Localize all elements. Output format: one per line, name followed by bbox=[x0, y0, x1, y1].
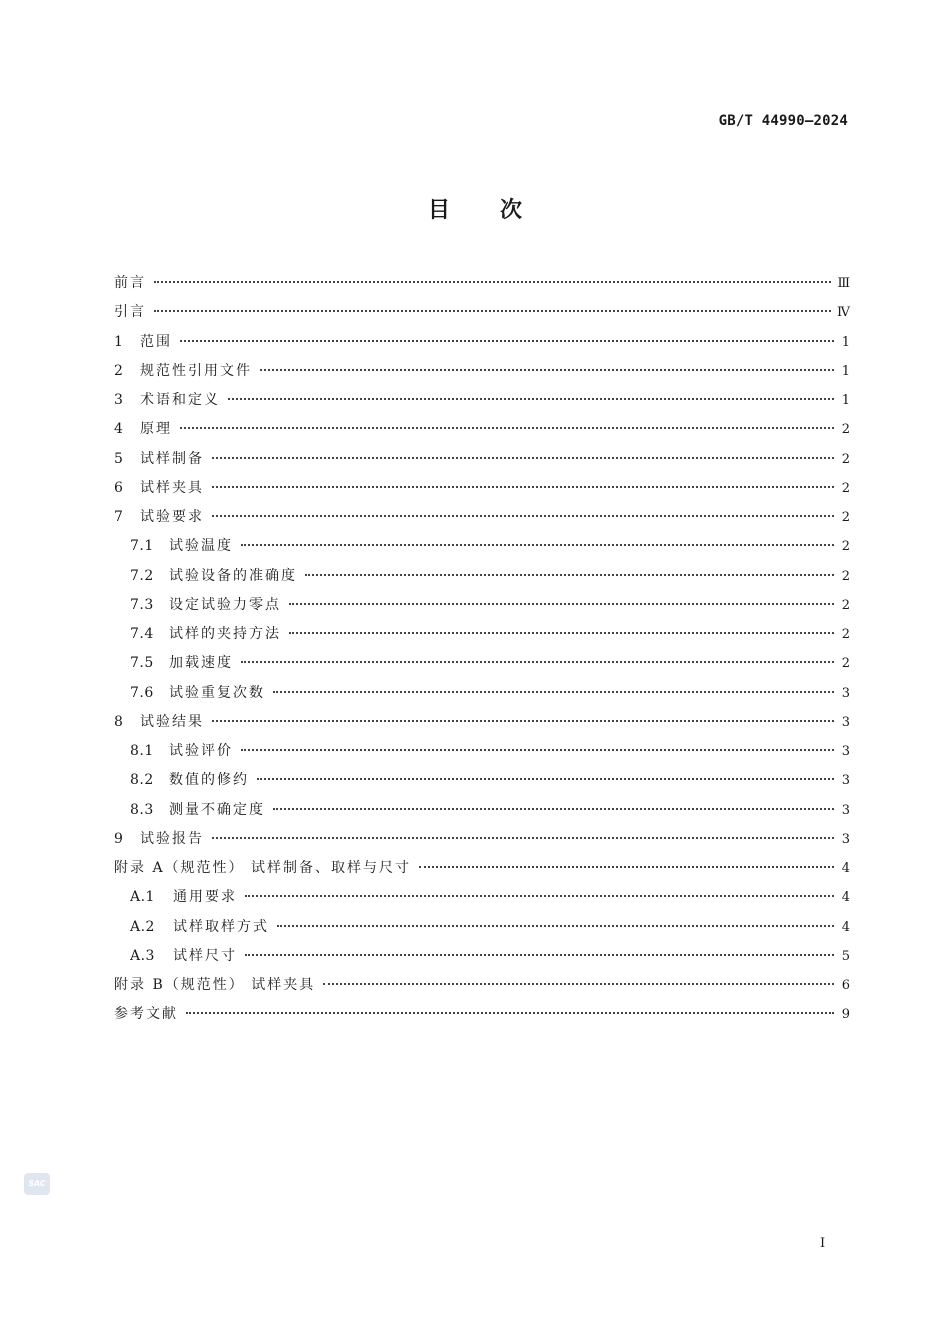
toc-entry-a-1[interactable] bbox=[114, 883, 850, 912]
toc-entry-label: 试验结果 bbox=[140, 713, 204, 730]
toc-entry-6[interactable] bbox=[114, 474, 850, 503]
toc-entry-number: 7.2 bbox=[130, 567, 154, 584]
toc-entry-foreword[interactable] bbox=[114, 269, 850, 298]
toc-page-number: 3 bbox=[841, 773, 850, 789]
toc-entry-label: 试样夹具 bbox=[140, 479, 204, 496]
toc-dot-leader bbox=[419, 866, 834, 868]
toc-dot-leader bbox=[245, 954, 834, 956]
toc-page-number: 3 bbox=[841, 802, 850, 818]
toc-entry-label: 术语和定义 bbox=[140, 392, 220, 408]
toc-dot-leader bbox=[257, 778, 834, 780]
toc-entry-number: 1 bbox=[114, 333, 124, 350]
toc-entry-7-1[interactable] bbox=[114, 532, 850, 561]
toc-entry-number: 7.1 bbox=[130, 538, 154, 555]
toc-entry-number: 8.3 bbox=[130, 801, 154, 818]
toc-entry-number: 7.5 bbox=[130, 655, 154, 672]
toc-entry-label: 试验设备的准确度 bbox=[169, 567, 297, 584]
toc-entry-introduction[interactable] bbox=[114, 298, 850, 327]
toc-entry-7-6[interactable] bbox=[114, 679, 850, 708]
toc-entry-number: 8.2 bbox=[130, 772, 154, 789]
toc-entry-number: 7.4 bbox=[130, 626, 154, 642]
toc-page-number: 1 bbox=[841, 393, 850, 408]
toc-entry-4[interactable] bbox=[114, 415, 850, 444]
toc-page-number: 3 bbox=[841, 831, 850, 847]
toc-entry-label: 试验报告 bbox=[140, 830, 204, 847]
toc-page-number: 5 bbox=[841, 948, 850, 964]
toc-entry-annex-b[interactable] bbox=[114, 971, 850, 1000]
toc-page-number: 4 bbox=[841, 861, 850, 876]
toc-dot-leader bbox=[212, 515, 834, 517]
toc-page-number: 2 bbox=[841, 451, 850, 467]
toc-page-number: Ⅳ bbox=[837, 305, 850, 321]
toc-page-number: 3 bbox=[841, 685, 850, 701]
toc-dot-leader bbox=[277, 925, 834, 927]
page-number: I bbox=[820, 1236, 826, 1251]
toc-page-number: 4 bbox=[841, 890, 850, 906]
toc-page-number: 2 bbox=[841, 597, 850, 613]
toc-page-number: 4 bbox=[841, 919, 850, 935]
toc-dot-leader bbox=[212, 457, 834, 459]
toc-page-number: 2 bbox=[841, 422, 850, 438]
toc-entry-a-3[interactable] bbox=[114, 942, 850, 971]
toc-dot-leader bbox=[228, 398, 834, 400]
toc-entry-label: 试样取样方式 bbox=[173, 918, 269, 935]
toc-entry-2[interactable] bbox=[114, 357, 850, 386]
toc-page-number: 1 bbox=[841, 363, 850, 379]
toc-page-number: 2 bbox=[841, 510, 850, 525]
toc-entry-7-3[interactable] bbox=[114, 591, 850, 620]
toc-entry-label: 试样尺寸 bbox=[173, 947, 237, 964]
toc-page-number: 2 bbox=[841, 568, 850, 584]
toc-dot-leader bbox=[323, 983, 834, 985]
toc-page-number: 3 bbox=[841, 744, 850, 759]
toc-dot-leader bbox=[241, 661, 834, 663]
table-of-contents bbox=[114, 269, 850, 1030]
toc-entry-label: 测量不确定度 bbox=[169, 801, 265, 818]
standard-code: GB/T 44990—2024 bbox=[718, 113, 848, 129]
toc-dot-leader bbox=[154, 310, 831, 312]
toc-entry-label: 试验要求 bbox=[140, 509, 204, 525]
toc-entry-label: 试样制备 bbox=[140, 450, 204, 467]
toc-entry-bibliography[interactable] bbox=[114, 1000, 850, 1029]
toc-entry-7-4[interactable] bbox=[114, 620, 850, 649]
toc-entry-number: 4 bbox=[114, 421, 124, 438]
toc-page-number: 1 bbox=[841, 334, 850, 350]
toc-entry-7[interactable] bbox=[114, 503, 850, 532]
page-title: 目次 bbox=[427, 198, 572, 223]
toc-entry-9[interactable] bbox=[114, 825, 850, 854]
toc-entry-number: 2 bbox=[114, 362, 124, 379]
toc-entry-label: 数值的修约 bbox=[169, 772, 249, 789]
toc-entry-number: 9 bbox=[114, 830, 124, 847]
toc-dot-leader bbox=[212, 486, 834, 488]
toc-entry-label: 附录 B（规范性） 试样夹具 bbox=[114, 977, 316, 993]
toc-entry-number: 6 bbox=[114, 479, 124, 496]
toc-dot-leader bbox=[241, 749, 834, 751]
sac-logo-icon: SAC bbox=[24, 1173, 50, 1195]
toc-page-number: Ⅲ bbox=[837, 276, 850, 291]
toc-entry-7-5[interactable] bbox=[114, 649, 850, 678]
toc-entry-label: 原理 bbox=[140, 421, 172, 438]
toc-entry-label: 试样的夹持方法 bbox=[169, 626, 281, 642]
toc-entry-annex-a[interactable] bbox=[114, 854, 850, 883]
toc-page-number: 3 bbox=[841, 714, 850, 730]
toc-entry-number: 3 bbox=[114, 392, 124, 408]
toc-page-number: 2 bbox=[841, 656, 850, 672]
toc-dot-leader bbox=[289, 632, 834, 634]
toc-entry-number: 7.3 bbox=[130, 596, 154, 613]
toc-dot-leader bbox=[212, 837, 834, 839]
toc-entry-5[interactable] bbox=[114, 445, 850, 474]
toc-entry-label: 通用要求 bbox=[173, 889, 237, 906]
toc-page-number: 9 bbox=[841, 1007, 850, 1023]
toc-entry-1[interactable] bbox=[114, 328, 850, 357]
toc-entry-number: 8.1 bbox=[130, 743, 154, 759]
toc-entry-8-1[interactable] bbox=[114, 737, 850, 766]
toc-entry-label: 参考文献 bbox=[114, 1006, 178, 1023]
toc-entry-number: A.1 bbox=[130, 889, 155, 906]
toc-entry-number: 7 bbox=[114, 509, 124, 525]
toc-entry-label: 试验温度 bbox=[169, 538, 233, 555]
toc-entry-label: 设定试验力零点 bbox=[169, 596, 281, 613]
toc-dot-leader bbox=[180, 340, 834, 342]
toc-dot-leader bbox=[273, 691, 834, 693]
toc-entry-number: 8 bbox=[114, 713, 124, 730]
toc-dot-leader bbox=[154, 281, 831, 283]
toc-entry-7-2[interactable] bbox=[114, 562, 850, 591]
toc-entry-8[interactable] bbox=[114, 708, 850, 737]
toc-entry-number: A.3 bbox=[130, 947, 155, 964]
toc-entry-label: 试验重复次数 bbox=[169, 684, 265, 701]
toc-entry-number: A.2 bbox=[130, 918, 155, 935]
toc-entry-number: 7.6 bbox=[130, 684, 154, 701]
toc-dot-leader bbox=[245, 895, 834, 897]
toc-entry-3[interactable] bbox=[114, 386, 850, 415]
toc-entry-label: 附录 A（规范性） 试样制备、取样与尺寸 bbox=[114, 860, 412, 876]
toc-page-number: 6 bbox=[841, 978, 850, 993]
toc-dot-leader bbox=[273, 808, 834, 810]
toc-entry-label: 引言 bbox=[114, 304, 146, 321]
toc-entry-label: 加载速度 bbox=[169, 655, 233, 672]
toc-entry-8-2[interactable] bbox=[114, 766, 850, 795]
toc-entry-label: 试验评价 bbox=[169, 743, 233, 759]
toc-page-number: 2 bbox=[841, 627, 850, 642]
toc-entry-label: 前言 bbox=[114, 275, 146, 291]
toc-dot-leader bbox=[186, 1012, 834, 1014]
toc-dot-leader bbox=[305, 574, 834, 576]
toc-dot-leader bbox=[212, 720, 834, 722]
toc-entry-8-3[interactable] bbox=[114, 796, 850, 825]
toc-entry-number: 5 bbox=[114, 450, 124, 467]
toc-dot-leader bbox=[260, 369, 834, 371]
toc-dot-leader bbox=[289, 603, 834, 605]
toc-entry-label: 范围 bbox=[140, 333, 172, 350]
toc-dot-leader bbox=[180, 427, 834, 429]
toc-entry-label: 规范性引用文件 bbox=[140, 362, 252, 379]
toc-dot-leader bbox=[241, 544, 834, 546]
toc-page-number: 2 bbox=[841, 480, 850, 496]
toc-page-number: 2 bbox=[841, 539, 850, 555]
toc-entry-a-2[interactable] bbox=[114, 913, 850, 942]
